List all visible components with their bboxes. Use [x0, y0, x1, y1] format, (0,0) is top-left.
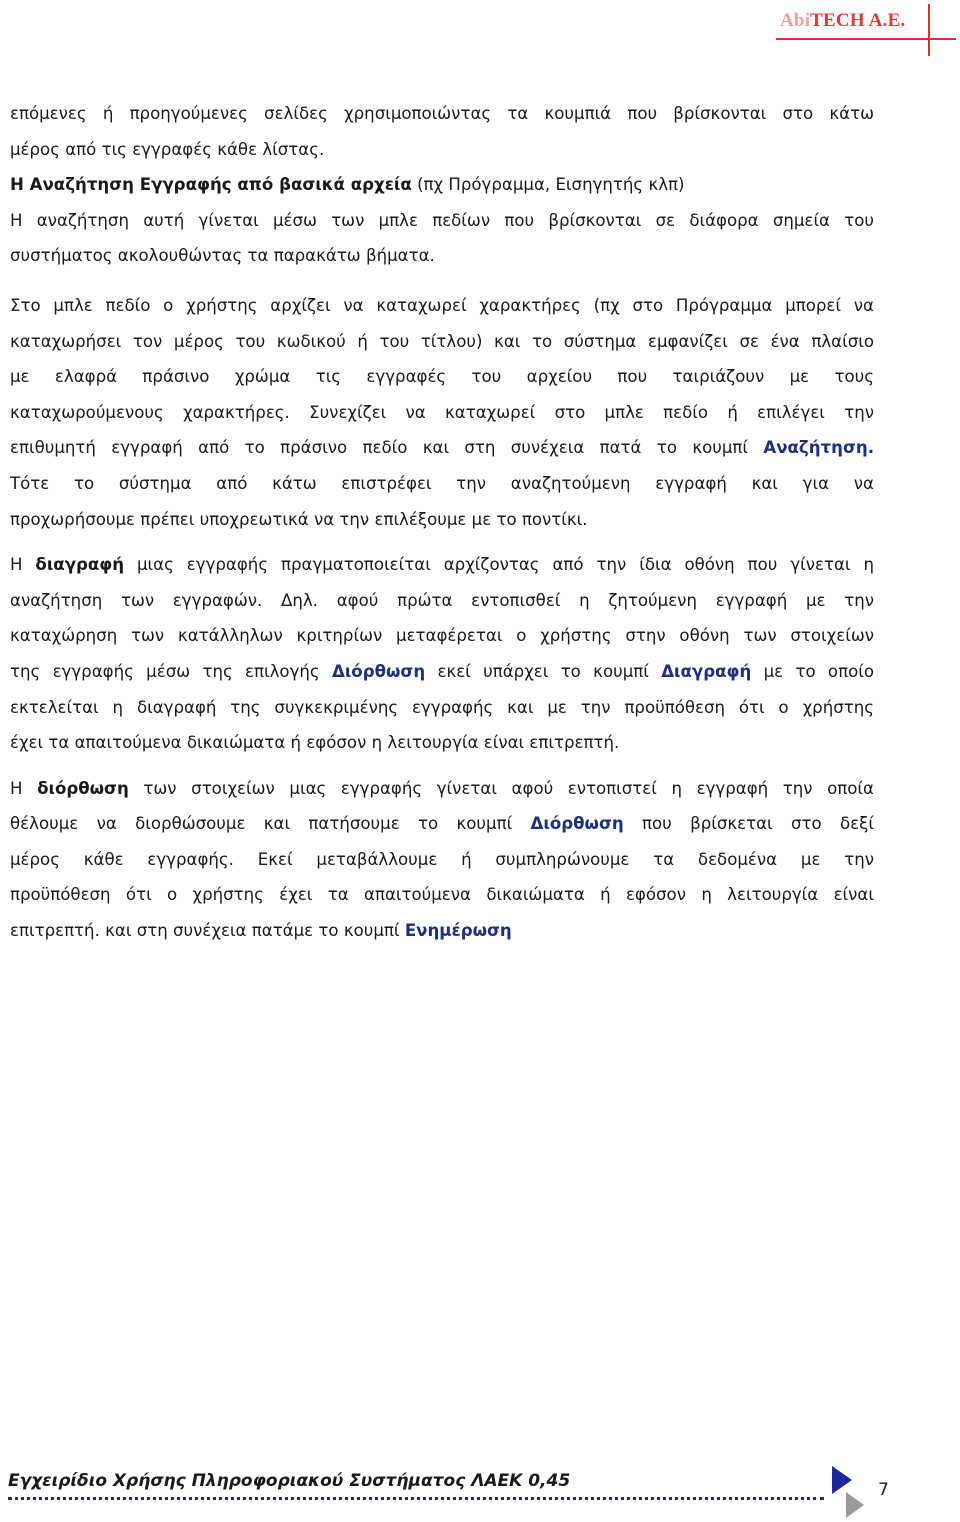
text-line: Στο μπλε πεδίο ο χρήστης αρχίζει να καταχωρεί χαρακτήρες (πχ στο Πρόγραμμα μπορεί να [10, 295, 874, 315]
text-span: με το οποίο [751, 661, 874, 681]
text-span: των στοιχείων μιας εγγραφής γίνεται αφού εντοπιστεί η εγγραφή την οποία [128, 778, 874, 798]
text-line: αναζήτηση των εγγραφών. Δηλ. αφού πρώτα εντοπισθεί η ζητούμενη εγγραφή με την [10, 590, 874, 610]
footer-title: Εγχειρίδιο Χρήσης Πληροφοριακού Συστήματος ΛΑΕΚ 0,45 [8, 1471, 571, 1491]
page-number: 7 [878, 1480, 889, 1500]
text-line: εκτελείται η διαγραφή της συγκεκριμένης εγγραφής και με την προϋπόθεση ότι ο χρήστης [10, 697, 874, 717]
text-line: καταχωρήσει τον μέρος του κωδικού ή του τίτλου) και το σύστημα εμφανίζει σε ένα πλαίσιο [10, 331, 874, 351]
text-line: με ελαφρά πράσινο χρώμα τις εγγραφές του αρχείου που ταιριάζουν με τους [10, 367, 874, 387]
text-span: μιας εγγραφής πραγματοποιείται αρχίζοντας από την ίδια οθόνη που γίνεται η [124, 555, 874, 575]
text-span: που βρίσκεται στο δεξί [623, 814, 874, 834]
paragraph-gap [10, 274, 874, 288]
delete-button-reference: Διαγραφή [661, 661, 752, 681]
text-span: θέλουμε να διορθώσουμε και πατήσουμε το κουμπί [10, 814, 531, 834]
text-line [10, 654, 874, 690]
bold-term-delete: διαγραφή [35, 555, 125, 575]
section-heading [10, 167, 874, 203]
logo-text [780, 10, 905, 32]
text-line: μέρος από τις εγγραφές κάθε λίστας. [10, 139, 325, 159]
edit-button-reference: Διόρθωση [530, 814, 624, 834]
text-line: Τότε το σύστημα από κάτω επιστρέφει την αναζητούμενη εγγραφή και για να [10, 473, 874, 493]
text-line [10, 430, 874, 466]
previous-page-arrow-icon [846, 1492, 864, 1518]
text-line: προχωρήσουμε πρέπει υποχρεωτικά να την επιλέξουμε με το ποντίκι. [10, 509, 588, 529]
text-line [10, 913, 874, 949]
text-span: Η [10, 555, 36, 575]
text-line: έχει τα απαιτούμενα δικαιώματα ή εφόσον η λειτουργία είναι επιτρεπτή. [10, 733, 620, 753]
paragraph-gap [10, 761, 874, 771]
text-span: της εγγραφής μέσω της επιλογής [10, 661, 332, 681]
edit-option-reference: Διόρθωση [331, 661, 426, 681]
logo-horizontal-rule [776, 38, 956, 40]
text-line [10, 771, 874, 807]
text-span: επιθυμητή εγγραφή από το πράσινο πεδίο και στη συνέχεια πατά το κουμπί [10, 438, 764, 458]
heading-bold: Η Αναζήτηση Εγγραφής από βασικά αρχεία [10, 175, 412, 195]
next-page-arrow-icon [832, 1466, 852, 1494]
search-button-reference: Αναζήτηση. [763, 438, 874, 458]
text-span: Η [10, 778, 38, 798]
footer-dotted-rule [8, 1497, 824, 1500]
text-line: επόμενες ή προηγούμενες σελίδες χρησιμοποιώντας τα κουμπιά που βρίσκονται στο κάτω [10, 104, 874, 123]
update-button-reference: Ενημέρωση [404, 921, 512, 941]
logo-vertical-rule [928, 4, 930, 56]
text-line: καταχώρηση των κατάλληλων κριτηρίων μεταφέρεται ο χρήστης στην οθόνη των στοιχείων [10, 626, 874, 646]
bold-term-edit: διόρθωση [37, 778, 129, 798]
paragraph-gap [10, 537, 874, 547]
document-body [10, 96, 874, 949]
heading-rest: (πχ Πρόγραμμα, Εισηγητής κλπ) [411, 175, 685, 195]
text-span: εκεί υπάρχει το κουμπί [425, 661, 662, 681]
text-line: προϋπόθεση ότι ο χρήστης έχει τα απαιτούμενα δικαιώματα ή εφόσον η λειτουργία είναι [10, 885, 874, 905]
text-line: καταχωρούμενους χαρακτήρες. Συνεχίζει να καταχωρεί στο μπλε πεδίο ή επιλέγει την [10, 402, 874, 422]
text-line [10, 806, 874, 842]
text-span: επιτρεπτή. και στη συνέχεια πατάμε το κουμπί [10, 921, 405, 941]
company-logo [776, 4, 956, 38]
logo-prefix: Abi [780, 10, 811, 31]
text-line: Η αναζήτηση αυτή γίνεται μέσω των μπλε πεδίων που βρίσκονται σε διάφορα σημεία του [10, 210, 874, 230]
text-line: μέρος κάθε εγγραφής. Εκεί μεταβάλλουμε ή συμπληρώνουμε τα δεδομένα με την [10, 849, 874, 869]
logo-main: TECH A.E. [810, 10, 906, 31]
text-line [10, 547, 874, 583]
text-line: συστήματος ακολουθώντας τα παρακάτω βήματα. [10, 246, 435, 266]
